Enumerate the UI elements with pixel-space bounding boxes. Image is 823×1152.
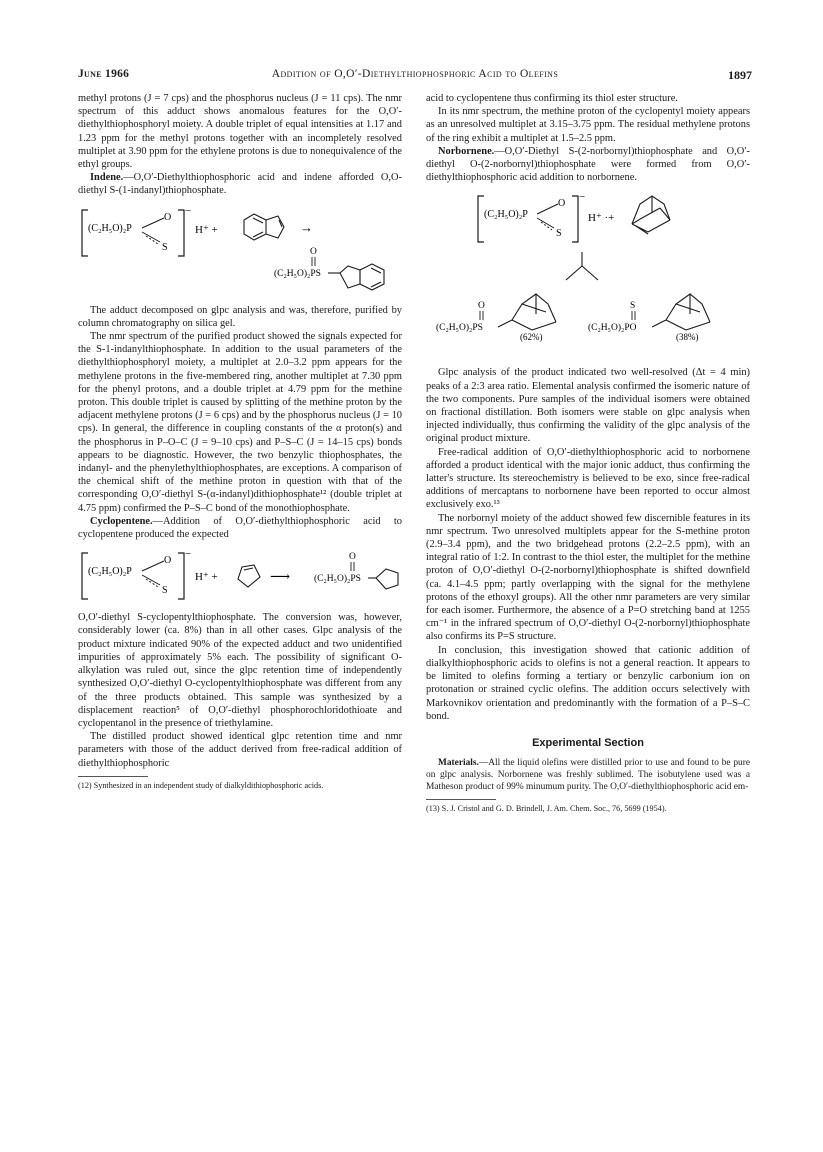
hplus-label: H⁺ ·+: [588, 212, 615, 225]
page-number: 1897: [728, 68, 752, 82]
subhead-indene: Indene.: [90, 172, 124, 184]
paragraph: In conclusion, this investigation showed that cationic addition of dialkylthiophosphoric acids to olefins is not a general reaction. It appears to be limited to olefins forming a tertiary or benzylic carbonium ion on protonation or strained cyclic olefins. The addition occurs selectively with Markovnikov orientation and predominantly with the formation of a P–S–C bond.: [426, 644, 750, 722]
right-column: [426, 92, 750, 815]
indene-text: —O,O′-Diethylthiophosphoric acid and indene afforded O,O-diethyl S-(1-indanyl)thiophosphate.: [78, 172, 402, 197]
oxygen-label: O: [164, 211, 172, 223]
paragraph: methyl protons (J = 7 cps) and the phosphorus nucleus (J = 11 cps). The nmr spectrum of this adduct shows anomalous features for the O,O′-diethylthiophosphoryl moiety. A double triplet of equal intensities at 1.17 and 1.23 ppm for the methyl protons together with an incompletely resolved multiplet at 3.90 ppm for the ethylene protons is due to nonequivalence of the ethyl groups.: [78, 93, 402, 171]
norbornene-text: —O,O′-Diethyl S-(2-norbornyl)thiophosphate and O,O′-diethyl O-(2-norbornyl)thiophosphate were formed from O,O′-diethylthiophosphoric acid addition to norbornene.: [426, 145, 750, 184]
cyclopentyl-structure: [368, 569, 398, 589]
charge-label: −: [579, 191, 586, 204]
paragraph: O,O′-diethyl S-cyclopentylthiophosphate. The conversion was, however, considerably lower (ca. 8%) than in all other cases. Glpc analysis of the product mixture indicated 90% of the expected adduct and two unidentified impurities of approximately 5% each. The possibility of significant O-alkylation was ruled out, since the glpc retention time of independently synthesized O,O′-diethyl O-cyclopentylthiophosphate was different from any of the three products obtained. This sample was synthesized by a displacement reaction⁵ of O,O′-diethyl phosphorochloridothioate and cyclopentanol in the presence of triethylamine.: [78, 612, 402, 729]
reagent-formula: (C₂H₅O)₂P: [484, 209, 528, 221]
paragraph: acid to cyclopentene thus confirming its thiol ester structure.: [426, 93, 678, 104]
indanyl-structure: [328, 264, 384, 290]
paragraph: Glpc analysis of the product indicated two well-resolved (Δt = 4 min) peaks of a 2:3 area ratio. Elemental analysis confirmed the isomeric nature of the two components. Pure samples of the individual isomers were obtained on fractional distillation. Both isomers were stable on glpc analysis when injected individually, thus confirming the validity of the glpc analysis of the original product mixture.: [426, 367, 750, 445]
section-title: Experimental Section: [532, 736, 644, 749]
reagent-formula: (C₂H₅O)₂P: [88, 222, 132, 234]
branching-arrow: [566, 252, 598, 280]
scheme-norbornene: [426, 190, 750, 358]
subhead-norbornene: Norbornene.: [438, 145, 495, 157]
product1-formula: (C₂H₅O)₂PS: [436, 323, 483, 334]
paragraph: The distilled product showed identical glpc retention time and nmr parameters with those of the adduct derived from free-radical addition of diethylthiophosphoric: [78, 731, 402, 769]
hplus-label: H⁺ +: [195, 223, 218, 236]
product-formula: (C₂H₅O)₂PS: [314, 574, 361, 585]
paragraph-materials: [426, 757, 750, 793]
oxygen-label: O: [164, 555, 172, 567]
sulfur-label: S: [556, 228, 562, 240]
subhead-materials: Materials.: [438, 758, 479, 769]
header-date: June 1966: [78, 68, 130, 80]
scheme-indene: [78, 204, 402, 296]
cyclopentene-text: —Addition of O,O′-diethylthiophosphoric acid to cyclopentene produced the expected: [78, 515, 402, 541]
norbornene-structure: [632, 196, 670, 234]
footnote-rule: [426, 799, 496, 800]
sulfur-label: S: [162, 585, 168, 597]
header-title: Addition of O,O′-Diethylthiophosphoric Acid to Olefins: [271, 68, 559, 80]
charge-label: −: [185, 204, 192, 217]
norbornyl-structure-2: [652, 294, 710, 330]
materials-text: —All the liquid olefins were distilled prior to use and found to be pure on glpc analysis. Norbornene was freshly sublimed. The isobutylene used was a Matheson product of 99% minumum purity. The O,O′-diethylthiophosphoric acid em-: [426, 758, 750, 793]
product2-yield: (38%): [676, 332, 699, 343]
paragraph: The nmr spectrum of the purified product showed the signals expected for the S-1-indanylthiophosphate. In addition to the usual parameters of the diethylthiophosphoryl moiety, a multiplet at 2.0–3.2 ppm appears for the methylene protons in the five-membered ring, another multiplet at 7.30 ppm for the phenyl protons, and a double triplet at 4.79 ppm for the methine proton. This double triplet is caused by splitting of the methine proton by the adjacent methylene protons (J = 6 cps) and by the phosphorus nucleus (J = 10 cps). In general, the difference in coupling constants of the α proton(s) and the phosphorus in P–O–C (J = 9–10 cps) and P–S–C (J = 14–15 cps) bonds appears to be diagnostic. However, the two benzylic thiophosphates, the indanyl- and the phenylethylthiophosphates, are exceptions. A comparison of the chemical shift of the methine proton in question with that of the corresponding O,O′-diethyl S-(α-indanyl)dithiophosphate¹² (double triplet at 4.75 ppm) confirmed the P–S–C bond of the monothiophosphate.: [78, 331, 402, 514]
indene-reaction-diagram: [78, 204, 402, 296]
product-formula: (C₂H₅O)₂PS: [274, 268, 321, 279]
subhead-cyclopentene: Cyclopentene.: [90, 515, 153, 527]
paragraph: The norbornyl moiety of the adduct showed few discernible features in its nmr spectrum. Two unresolved multiplets appear for the S-methine proton (2.9–3.4 ppm), and the two bridgehead protons (2.2–2.5 ppm), with an integral ratio of 1:2. In contrast to the thiol ester, the multiplet for the methine proton of O,O′-diethyl O-(2-norbornyl)thiophosphate is shifted downfield (ca. 4.1–4.5 ppm; partly overlapping with the signal for the methylene protons of the ethoxyl groups). All the other nmr parameters are very similar for each isomer. Furthermore, the absence of a P=O stretching band at 1255 cm⁻¹ in the infrared spectrum of O,O′-diethyl O-(2-norbornyl)thiophosphate also confirms its P=S structure.: [426, 512, 750, 643]
scheme-cyclopentene: [78, 547, 402, 603]
norbornene-reaction-diagram: [426, 190, 750, 358]
product2-formula: (C₂H₅O)₂PO: [588, 323, 637, 334]
product1-yield: (62%): [520, 332, 543, 343]
running-header: [78, 68, 752, 84]
norbornyl-structure-1: [498, 294, 556, 330]
product1-o-label: O: [478, 301, 485, 312]
indene-structure: [244, 214, 284, 240]
hplus-label: H⁺ +: [195, 571, 218, 584]
footnote-12: (12) Synthesized in an independent study of dialkyldithiophosphoric acids.: [78, 780, 324, 790]
product-o-label: O: [310, 246, 317, 257]
paragraph-cyclopentene: [78, 515, 402, 541]
left-column: [78, 92, 402, 791]
sulfur-label: S: [162, 241, 168, 253]
product-o-label: O: [349, 552, 356, 563]
reaction-arrow: ⟶: [270, 570, 291, 586]
product2-s-label: S: [630, 301, 636, 312]
charge-label: −: [185, 548, 192, 561]
paragraph: The adduct decomposed on glpc analysis and was, therefore, purified by column chromatography on silica gel.: [78, 304, 402, 329]
paragraph: Free-radical addition of O,O′-diethylthiophosphoric acid to norbornene afforded a product identical with the major ionic adduct, thus confirming the latter's structure. Its stereochemistry is believed to be exo, since free-radical additions of mercaptans to norbornene have been reported to occur almost exclusively exo.¹³: [426, 446, 750, 511]
paragraph-indene: [78, 171, 402, 197]
footnote-13: (13) S. J. Cristol and G. D. Brindell, J. Am. Chem. Soc., 76, 5699 (1954).: [426, 804, 667, 814]
reaction-arrow: →: [300, 219, 313, 235]
cyclopentene-structure: [238, 565, 260, 587]
cyclopentene-reaction-diagram: [78, 547, 402, 603]
reagent-formula: (C₂H₅O)₂P: [88, 566, 132, 578]
oxygen-label: O: [558, 198, 566, 210]
paragraph-norbornene: [426, 145, 750, 185]
paragraph: In its nmr spectrum, the methine proton of the cyclopentyl moiety appears as an unresolved multiplet at 3.15–3.75 ppm. The residual methylene protons of the ring exhibit a multiplet at 1.5–2.5 ppm.: [426, 106, 750, 144]
footnote-rule: [78, 776, 148, 777]
